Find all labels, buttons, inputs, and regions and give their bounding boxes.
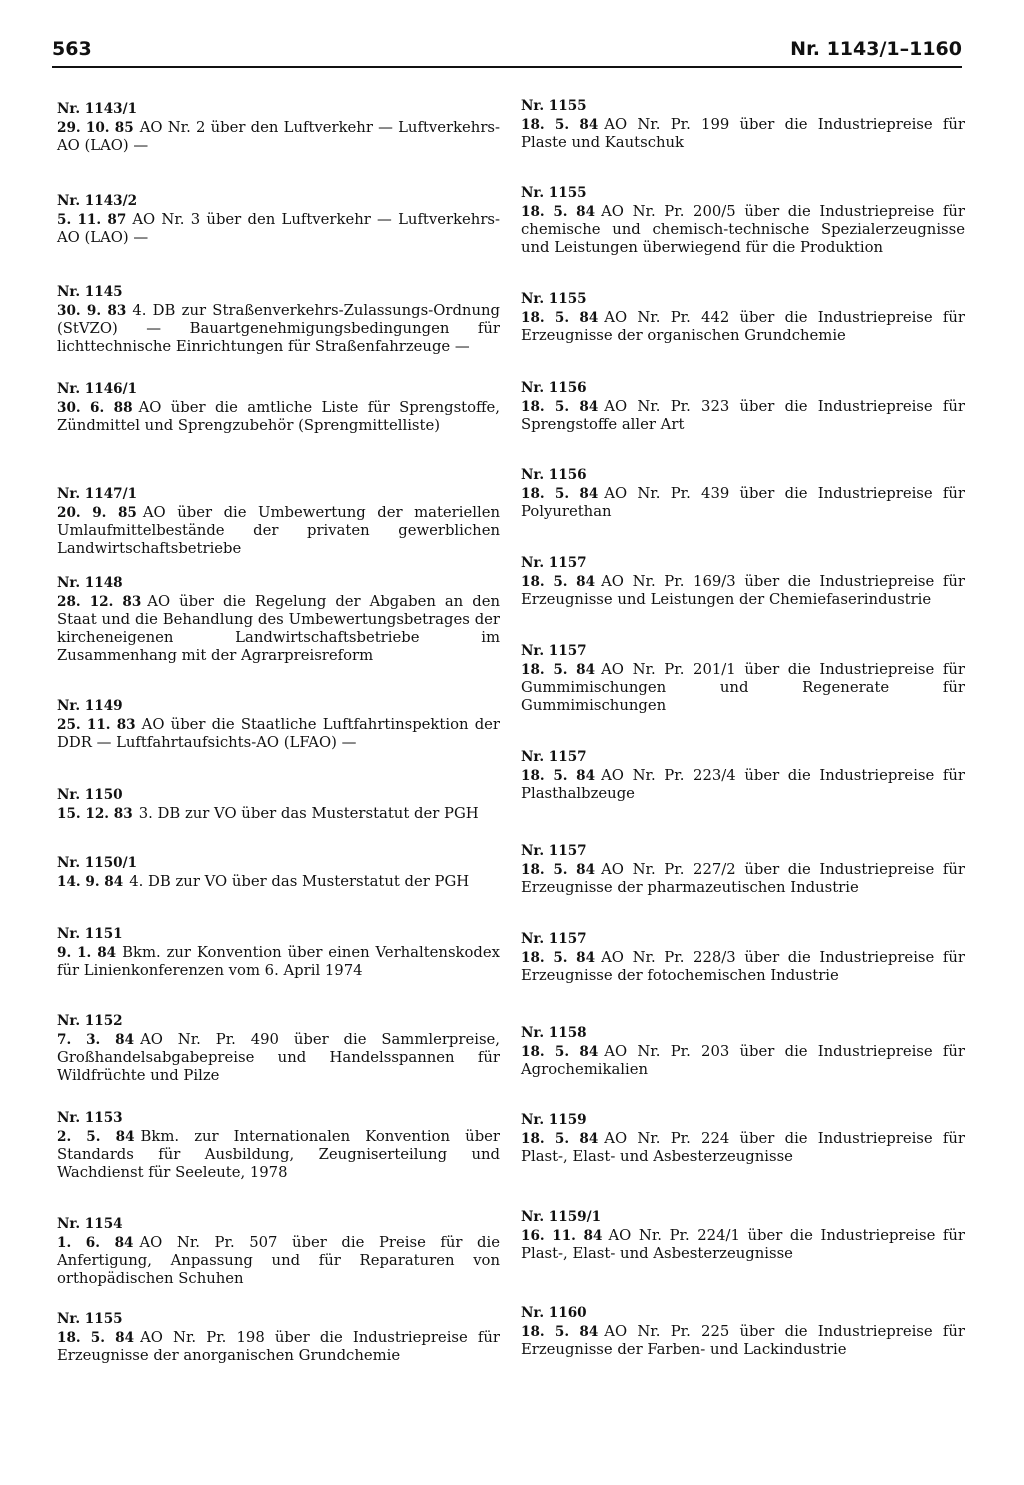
entry-body <box>57 1031 500 1085</box>
entry-date: 18. 5. 84 <box>521 661 596 678</box>
list-item <box>57 284 500 356</box>
entry-body <box>521 1043 965 1079</box>
list-item <box>57 381 500 435</box>
entry-title: AO Nr. Pr. 439 über die Industriepreise für Polyurethan <box>521 484 965 521</box>
entry-number: Nr. 1157 <box>521 749 587 765</box>
list-item <box>57 787 500 823</box>
list-item <box>521 1305 965 1359</box>
entry-date: 30. 9. 83 <box>57 302 127 319</box>
list-item <box>521 843 965 897</box>
entry-title: AO über die Staatliche Luftfahrtinspektion der DDR — Luftfahrtaufsichts-AO (LFAO) — <box>57 715 501 752</box>
entry-number: Nr. 1157 <box>521 931 587 947</box>
entry-date: 18. 5. 84 <box>521 767 596 784</box>
entry-number: Nr. 1157 <box>521 643 587 659</box>
entry-date: 28. 12. 83 <box>57 593 142 610</box>
entry-title: 4. DB zur Straßenverkehrs-Zulassungs-Ordnung (StVZO) — Bauartgenehmigungsbedingungen für lichttechnische Einrichtungen für Straßenfahrzeuge — <box>57 301 500 356</box>
entry-body <box>57 805 500 824</box>
entry-title: AO Nr. Pr. 227/2 über die Industriepreise für Erzeugnisse der pharmazeutischen Industrie <box>521 860 965 897</box>
entry-number: Nr. 1159 <box>521 1112 587 1128</box>
entry-title: AO Nr. Pr. 203 über die Industriepreise für Agrochemikalien <box>521 1042 965 1079</box>
entry-body <box>57 873 500 892</box>
entry-body <box>57 211 500 247</box>
entry-body <box>57 944 500 980</box>
entry-date: 14. 9. 84 <box>57 873 124 890</box>
page-number: 563 <box>52 38 92 60</box>
entry-number: Nr. 1160 <box>521 1305 587 1321</box>
list-item <box>521 749 965 803</box>
entry-body <box>521 949 965 985</box>
entry-title: AO Nr. 3 über den Luftverkehr — Luftverkehrs-AO (LAO) — <box>57 210 500 247</box>
list-item <box>57 698 500 752</box>
list-item <box>57 193 500 247</box>
entry-title: AO Nr. Pr. 199 über die Industriepreise für Plaste und Kautschuk <box>521 115 965 152</box>
entry-number: Nr. 1149 <box>57 698 123 714</box>
entry-date: 18. 5. 84 <box>521 485 599 502</box>
list-item <box>521 98 965 152</box>
entry-date: 18. 5. 84 <box>521 1323 599 1340</box>
list-item <box>57 855 500 891</box>
entry-date: 16. 11. 84 <box>521 1227 603 1244</box>
entry-body <box>521 309 965 345</box>
entry-body <box>57 1234 500 1288</box>
entry-date: 18. 5. 84 <box>521 1043 599 1060</box>
list-item <box>57 1311 500 1365</box>
list-item <box>521 555 965 609</box>
entry-number: Nr. 1147/1 <box>57 486 138 502</box>
entry-body <box>57 1329 500 1365</box>
entry-date: 18. 5. 84 <box>521 573 596 590</box>
entry-title: AO Nr. Pr. 198 über die Industriepreise für Erzeugnisse der anorganischen Grundchemie <box>57 1328 500 1365</box>
entry-number: Nr. 1158 <box>521 1025 587 1041</box>
entry-body <box>521 398 965 434</box>
entry-date: 7. 3. 84 <box>57 1031 135 1048</box>
list-item <box>57 575 500 665</box>
list-item <box>57 1110 500 1182</box>
entry-body <box>57 399 500 435</box>
list-item <box>521 467 965 521</box>
entry-title: AO Nr. Pr. 490 über die Sammlerpreise, Großhandelsabgabepreise und Handelsspannen für Wildfrüchte und Pilze <box>57 1030 501 1085</box>
list-item <box>521 380 965 434</box>
entry-number: Nr. 1152 <box>57 1013 123 1029</box>
entry-body <box>521 573 965 609</box>
entry-body <box>521 661 965 715</box>
entry-number: Nr. 1153 <box>57 1110 123 1126</box>
entry-body <box>57 504 500 558</box>
entry-title: AO über die amtliche Liste für Sprengstoffe, Zündmittel und Sprengzubehör (Sprengmittelliste) <box>57 398 500 435</box>
entry-date: 18. 5. 84 <box>57 1329 135 1346</box>
entry-date: 20. 9. 85 <box>57 504 137 521</box>
entry-title: AO über die Umbewertung der materiellen Umlaufmittelbestände der privaten gewerblichen Landwirtschaftsbetriebe <box>57 503 500 558</box>
entry-body <box>521 1130 965 1166</box>
entry-body <box>521 1323 965 1359</box>
entry-body <box>521 203 965 257</box>
list-item <box>521 1112 965 1166</box>
entry-body <box>57 302 500 356</box>
entry-number: Nr. 1157 <box>521 843 587 859</box>
entry-number: Nr. 1159/1 <box>521 1209 602 1225</box>
entry-body <box>57 716 500 752</box>
entry-number: Nr. 1155 <box>521 98 587 114</box>
entry-title: AO Nr. Pr. 507 über die Preise für die Anfertigung, Anpassung und für Reparaturen von orthopädischen Schuhen <box>57 1233 500 1288</box>
entry-title: Bkm. zur Internationalen Konvention über Standards für Ausbildung, Zeugniserteilung und Wachdienst für Seeleute, 1978 <box>57 1127 500 1182</box>
list-item <box>57 486 500 558</box>
entry-date: 5. 11. 87 <box>57 211 127 228</box>
entry-body <box>57 119 500 155</box>
entry-number: Nr. 1157 <box>521 555 587 571</box>
entry-date: 18. 5. 84 <box>521 949 596 966</box>
list-item <box>57 926 500 980</box>
entry-number: Nr. 1146/1 <box>57 381 138 397</box>
entry-body <box>521 485 965 521</box>
entry-date: 18. 5. 84 <box>521 1130 599 1147</box>
entry-body <box>57 1128 500 1182</box>
entry-body <box>521 1227 965 1263</box>
entry-date: 18. 5. 84 <box>521 861 596 878</box>
entry-date: 2. 5. 84 <box>57 1128 135 1145</box>
entry-number: Nr. 1155 <box>521 185 587 201</box>
list-item <box>521 931 965 985</box>
entry-body <box>521 767 965 803</box>
entry-title: AO Nr. Pr. 224/1 über die Industriepreise für Plast-, Elast- und Asbesterzeugnisse <box>521 1226 966 1263</box>
entry-body <box>521 861 965 897</box>
entry-date: 18. 5. 84 <box>521 309 599 326</box>
entry-number: Nr. 1148 <box>57 575 123 591</box>
entry-date: 18. 5. 84 <box>521 203 596 220</box>
entry-body <box>521 116 965 152</box>
entry-number: Nr. 1150 <box>57 787 123 803</box>
page-header <box>52 38 962 68</box>
entry-number: Nr. 1145 <box>57 284 123 300</box>
entry-title: AO Nr. Pr. 442 über die Industriepreise für Erzeugnisse der organischen Grundchemie <box>521 308 965 345</box>
entry-date: 15. 12. 83 <box>57 805 133 822</box>
entry-title: AO über die Regelung der Abgaben an den Staat und die Behandlung des Umbewertungsbetrages der kircheneigenen Landwirtschaftsbetriebe im Zusammenhang mit der Agrarpreisreform <box>57 592 500 664</box>
entry-title: AO Nr. Pr. 323 über die Industriepreise für Sprengstoffe aller Art <box>521 397 965 434</box>
entry-title: AO Nr. Pr. 200/5 über die Industriepreise für chemische und chemisch-technische Spezialerzeugnisse und Leistungen überwiegend für die Produktion <box>521 202 965 257</box>
list-item <box>521 643 965 715</box>
list-item <box>57 1013 500 1085</box>
entry-number: Nr. 1143/2 <box>57 193 138 209</box>
entry-number: Nr. 1151 <box>57 926 123 942</box>
entry-title: AO Nr. Pr. 224 über die Industriepreise für Plast-, Elast- und Asbesterzeugnisse <box>521 1129 965 1166</box>
entry-date: 18. 5. 84 <box>521 398 599 415</box>
entry-date: 30. 6. 88 <box>57 399 133 416</box>
entry-number: Nr. 1155 <box>521 291 587 307</box>
entry-title: Bkm. zur Konvention über einen Verhaltenskodex für Linienkonferenzen vom 6. April 1974 <box>57 943 500 980</box>
list-item <box>521 185 965 257</box>
list-item <box>57 1216 500 1288</box>
entry-number: Nr. 1156 <box>521 467 587 483</box>
entry-date: 18. 5. 84 <box>521 116 599 133</box>
entry-title: AO Nr. 2 über den Luftverkehr — Luftverkehrs-AO (LAO) — <box>57 118 500 155</box>
list-item <box>57 101 500 155</box>
entry-title: 4. DB zur VO über das Musterstatut der PGH <box>129 872 470 890</box>
entry-title: AO Nr. Pr. 223/4 über die Industriepreise für Plasthalbzeuge <box>521 766 965 803</box>
entry-number: Nr. 1156 <box>521 380 587 396</box>
list-item <box>521 291 965 345</box>
entry-number: Nr. 1143/1 <box>57 101 138 117</box>
entry-title: AO Nr. Pr. 228/3 über die Industriepreise für Erzeugnisse der fotochemischen Industrie <box>521 948 965 985</box>
entry-title: AO Nr. Pr. 225 über die Industriepreise für Erzeugnisse der Farben- und Lackindustrie <box>521 1322 965 1359</box>
entry-date: 9. 1. 84 <box>57 944 117 961</box>
entry-date: 1. 6. 84 <box>57 1234 134 1251</box>
entry-body <box>57 593 500 665</box>
list-item <box>521 1209 965 1263</box>
entry-range: Nr. 1143/1–1160 <box>790 38 962 60</box>
entry-number: Nr. 1150/1 <box>57 855 138 871</box>
entry-title: AO Nr. Pr. 201/1 über die Industriepreise für Gummimischungen und Regenerate für Gummimischungen <box>521 660 965 715</box>
entry-title: AO Nr. Pr. 169/3 über die Industriepreise für Erzeugnisse und Leistungen der Chemiefaserindustrie <box>521 572 965 609</box>
entry-number: Nr. 1154 <box>57 1216 123 1232</box>
entry-number: Nr. 1155 <box>57 1311 123 1327</box>
entry-title: 3. DB zur VO über das Musterstatut der PGH <box>138 804 479 822</box>
entry-date: 25. 11. 83 <box>57 716 136 733</box>
list-item <box>521 1025 965 1079</box>
entry-date: 29. 10. 85 <box>57 119 134 136</box>
